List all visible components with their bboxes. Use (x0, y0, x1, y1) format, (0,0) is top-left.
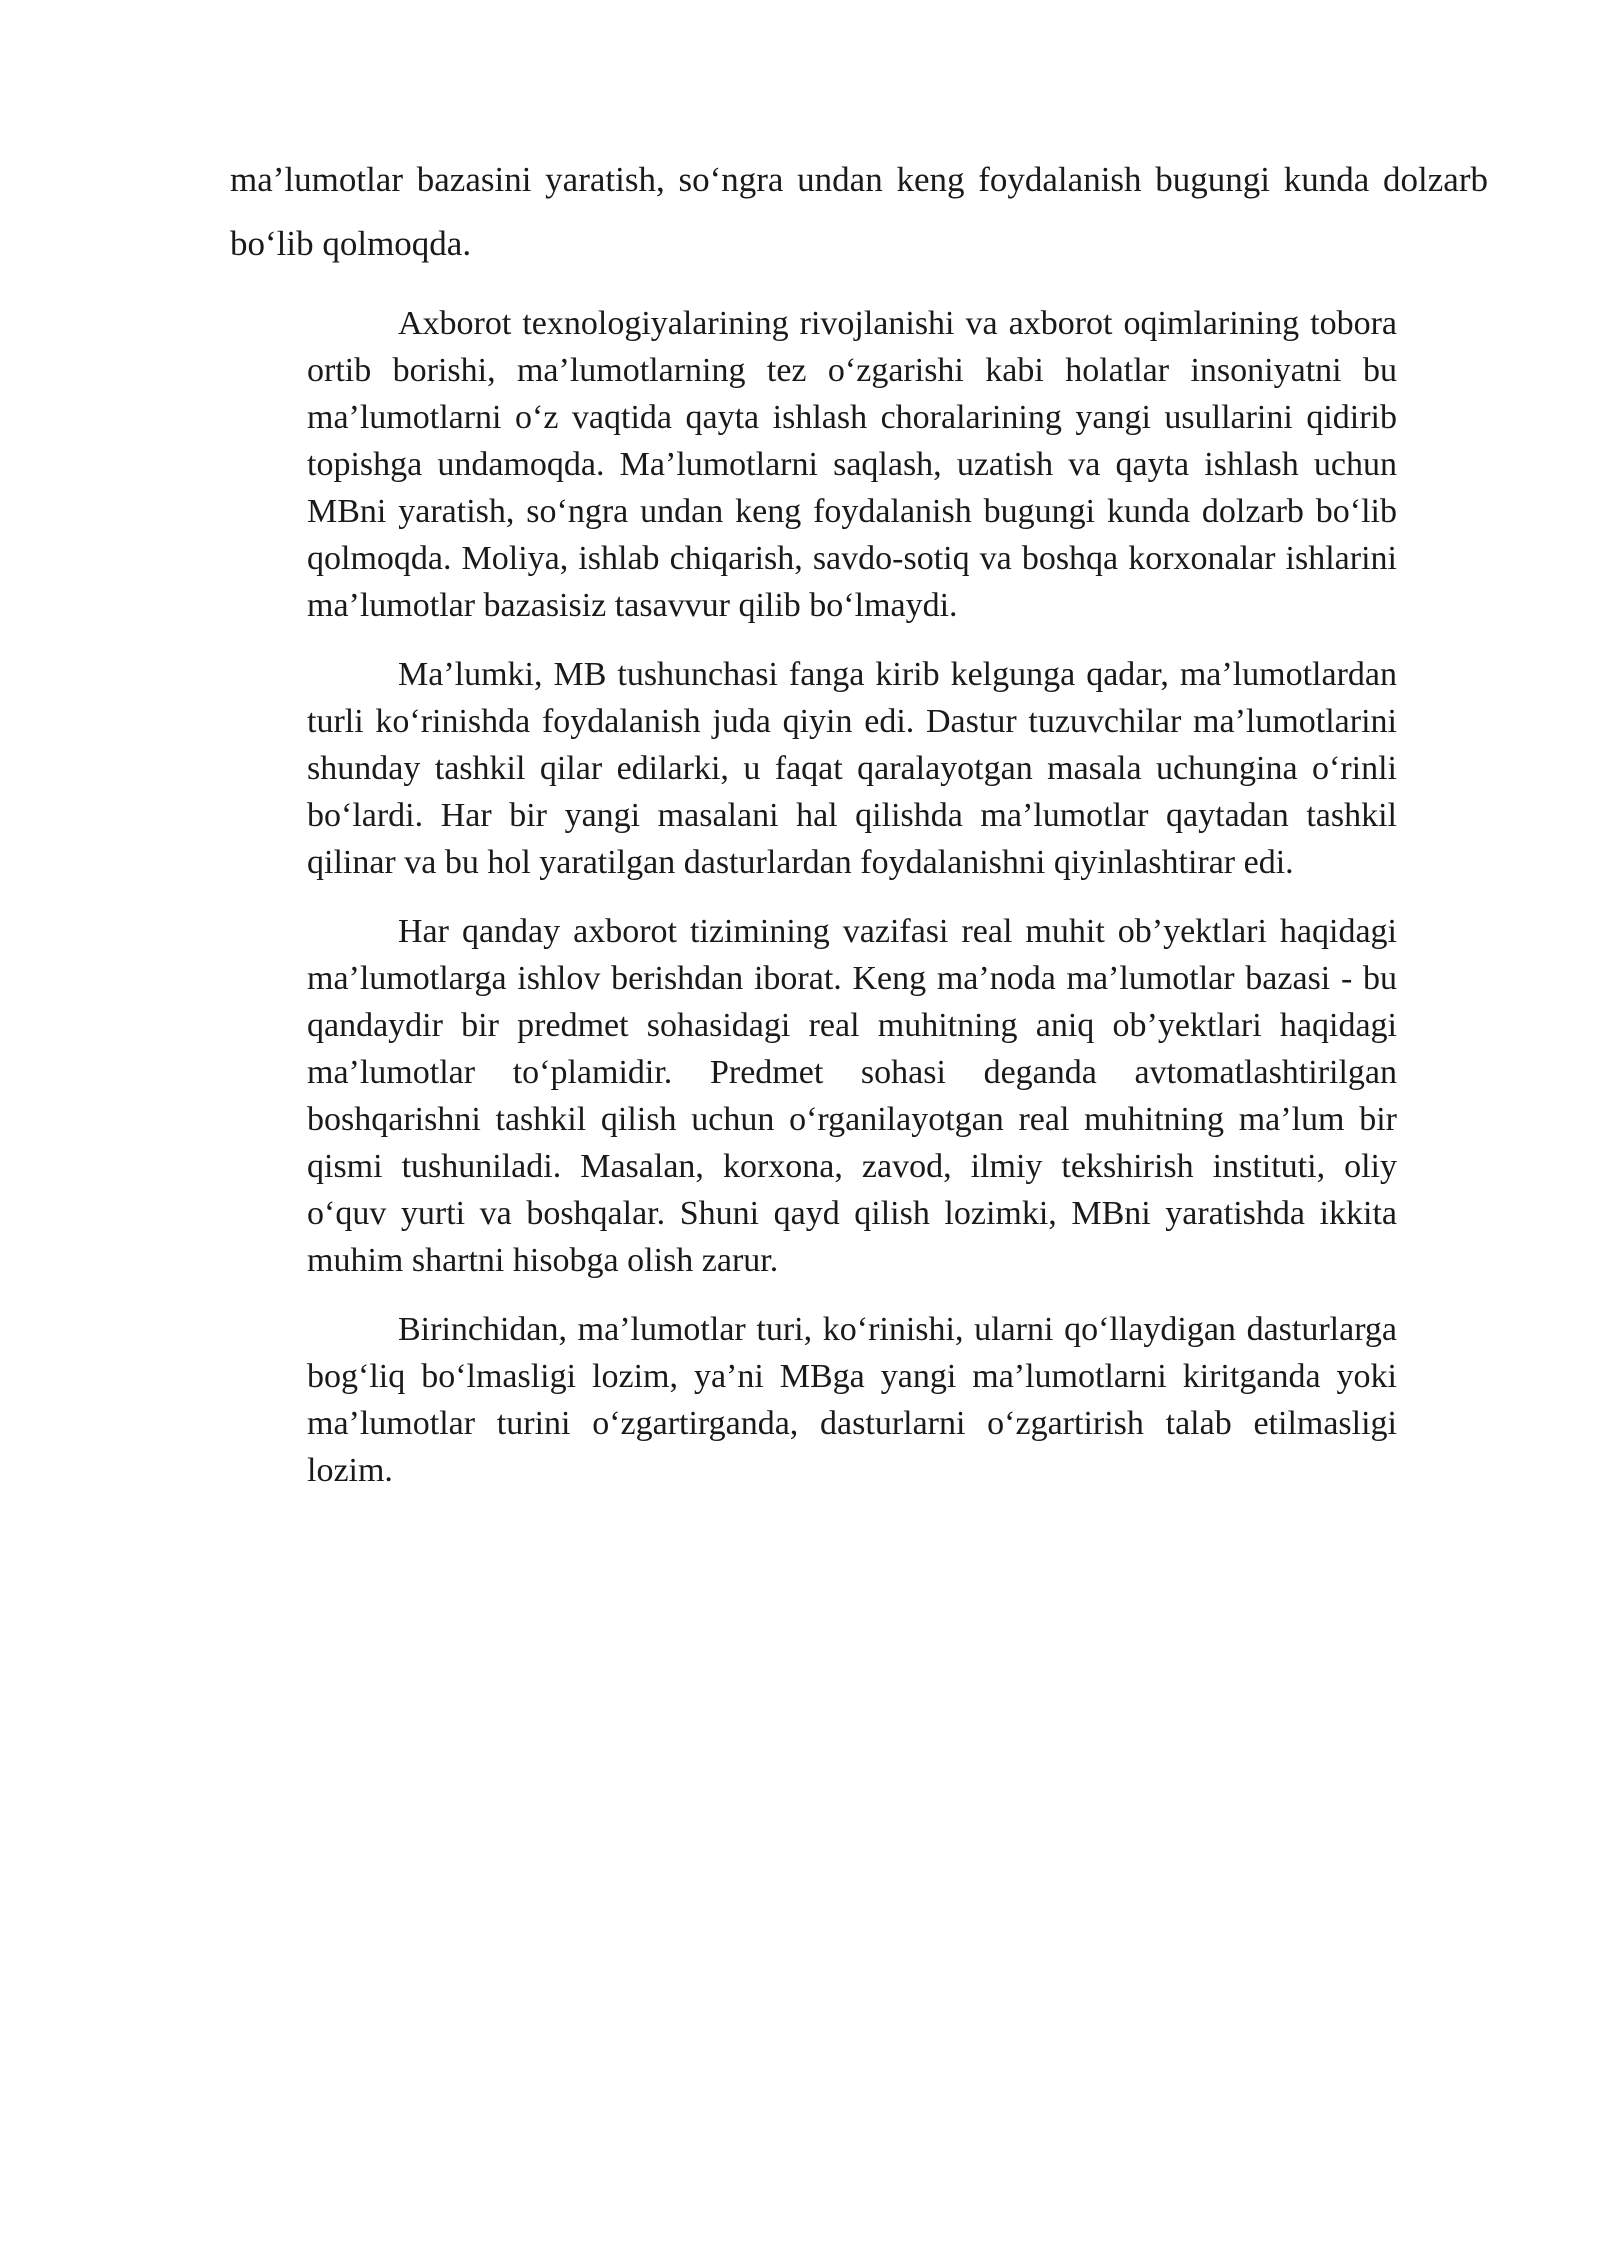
intro-paragraph: ma’lumotlar bazasini yaratish, so‘ngra undan keng foydalanish bugungi kunda dolzarb bo‘lib qolmoqda. (230, 160, 1488, 263)
paragraph-1: Axborot texnologiyalarining rivojlanishi va axborot oqimlarining tobora ortib borishi, ma’lumotlarning tez o‘zgarishi kabi holatlar insoniyatni bu ma’lumotlarni o‘z vaqtida qayta ishlash choralarining yangi usullarini qidirib topishga undamoqda. Ma’lumotlarni saqlash, uzatish va qayta ishlash uchun MBni yaratish, so‘ngra undan keng foydalanish bugungi kunda dolzarb bo‘lib qolmoqda. Moliya, ishlab chiqarish, savdo-sotiq va boshqa korxonalar ishlarini ma’lumotlar bazasisiz tasavvur qilib bo‘lmaydi. (307, 305, 1397, 624)
paragraph-2: Ma’lumki, MB tushunchasi fanga kirib kelgunga qadar, ma’lumotlardan turli ko‘rinishda foydalanish juda qiyin edi. Dastur tuzuvchilar ma’lumotlarini shunday tashkil qilar edilarki, u faqat qaralayotgan masala uchungina o‘rinli bo‘lardi. Har bir yangi masalani hal qilishda ma’lumotlar qaytadan tashkil qilinar va bu hol yaratilgan dasturlardan foydalanishni qiyinlashtirar edi. (307, 656, 1397, 881)
paragraph-3: Har qanday axborot tizimining vazifasi real muhit ob’yektlari haqidagi ma’lumotlarga ishlov berishdan iborat. Keng ma’noda ma’lumotlar bazasi - bu qandaydir bir predmet sohasidagi real muhitning aniq ob’yektlari haqidagi ma’lumotlar to‘plamidir. Predmet sohasi deganda avtomatlashtirilgan boshqarishni tashkil qilish uchun o‘rganilayotgan real muhitning ma’lum bir qismi tushuniladi. Masalan, korxona, zavod, ilmiy tekshirish instituti, oliy o‘quv yurti va boshqalar. Shuni qayd qilish lozimki, MBni yaratishda ikkita muhim shartni hisobga olish zarur. (307, 913, 1397, 1279)
document-body (307, 300, 1397, 1516)
paragraph-4: Birinchidan, ma’lumotlar turi, ko‘rinishi, ularni qo‘llaydigan dasturlarga bog‘liq bo‘lmasligi lozim, ya’ni MBga yangi ma’lumotlarni kiritganda yoki ma’lumotlar turini o‘zgartirganda, dasturlarni o‘zgartirish talab etilmasligi lozim. (307, 1311, 1397, 1489)
